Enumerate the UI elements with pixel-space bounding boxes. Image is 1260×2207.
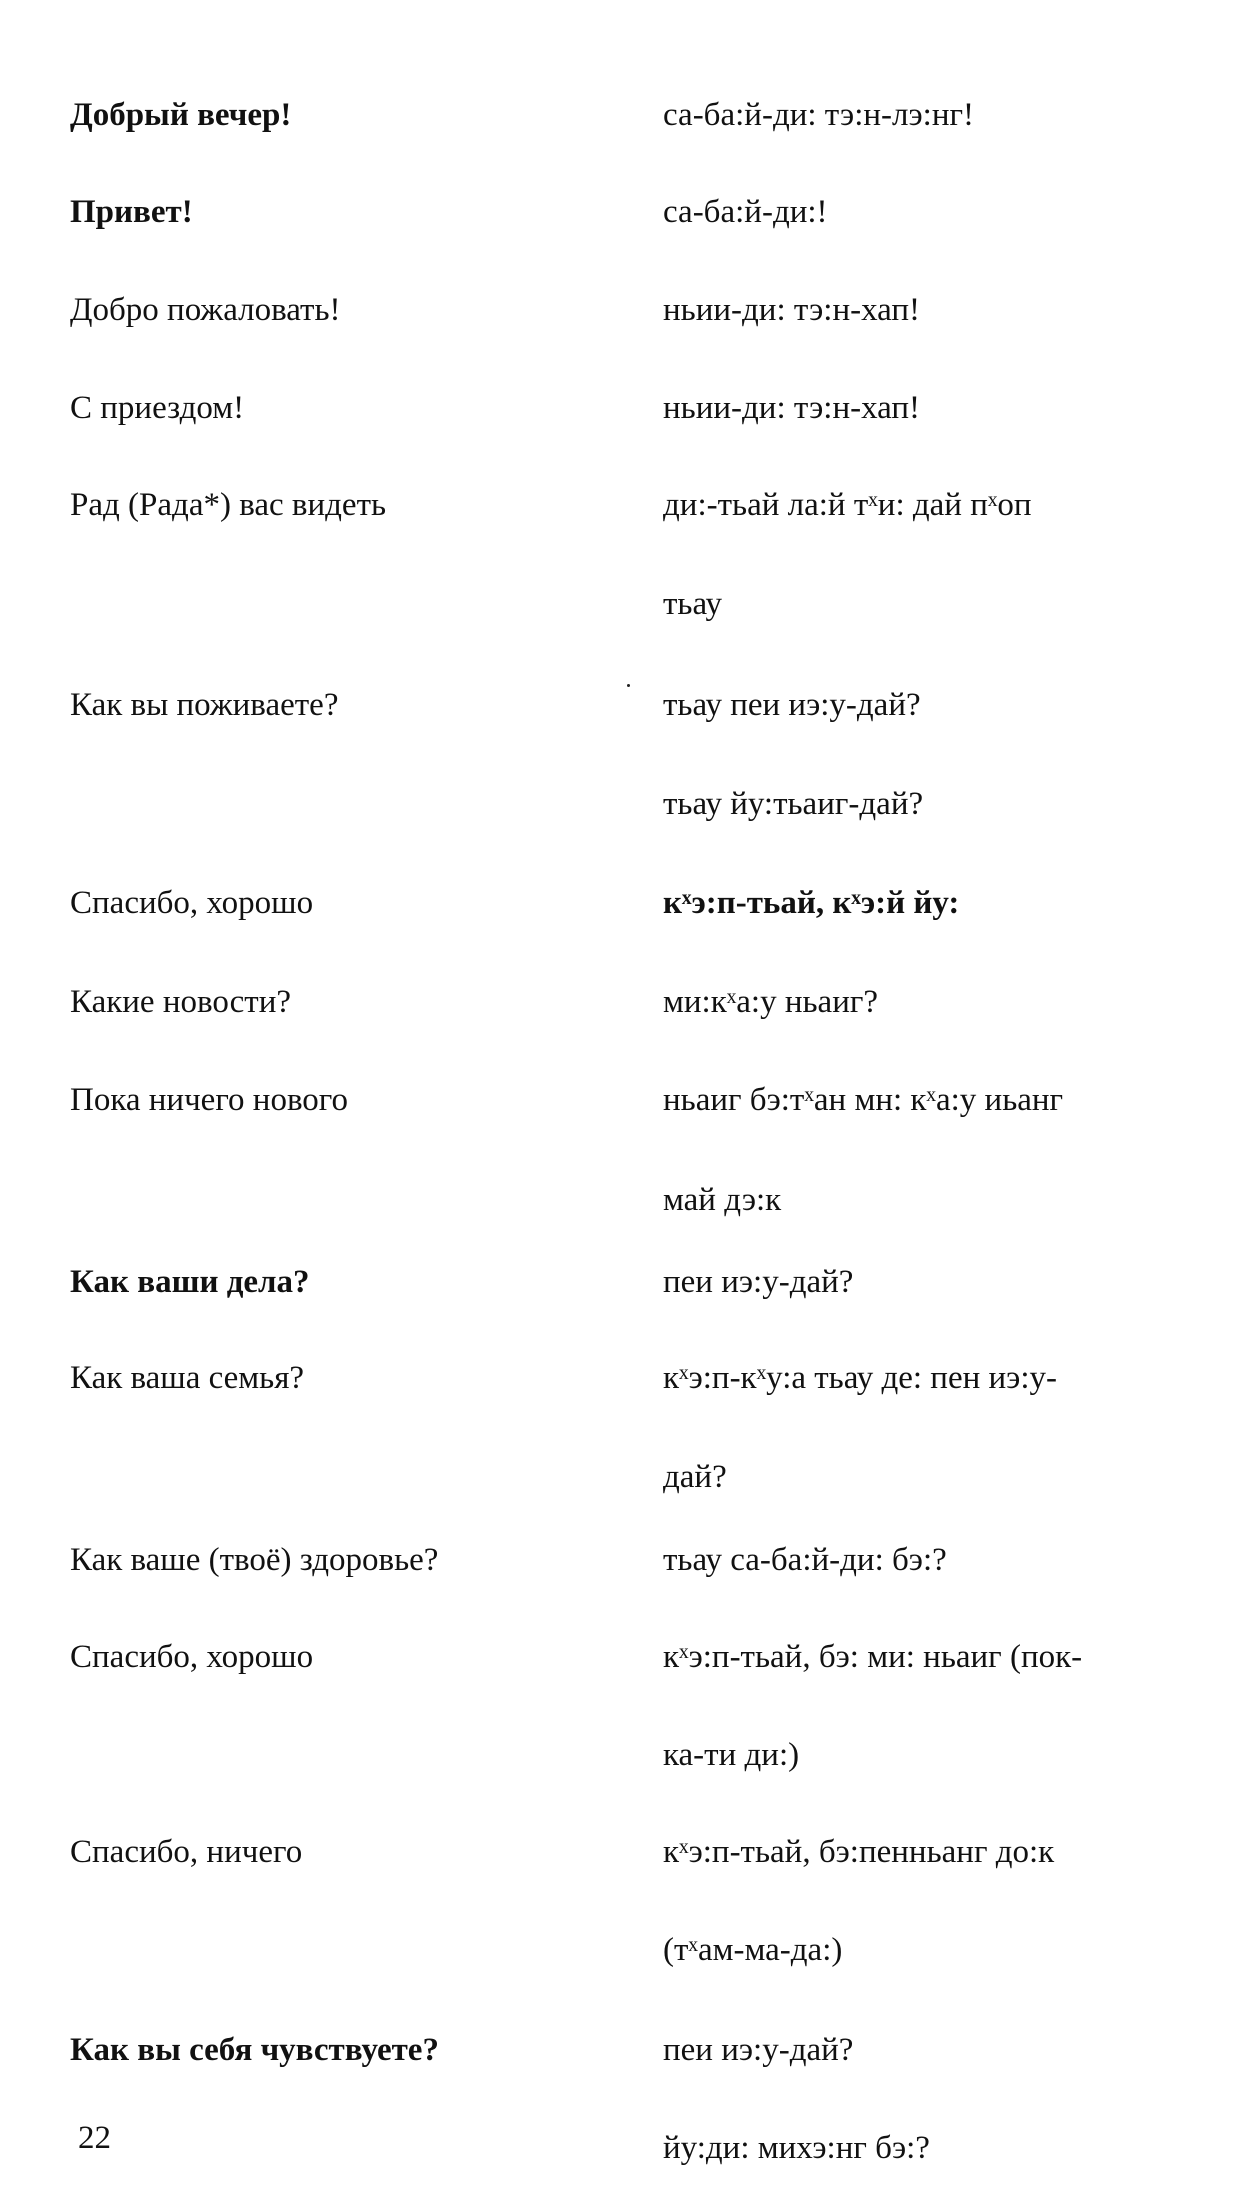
phrase-russian: Пока ничего нового	[70, 1082, 349, 1118]
phrase-russian: Добрый вечер!	[70, 97, 292, 133]
phrase-transliteration: кˣэ:п-тьай, кˣэ:й йу:	[663, 885, 960, 921]
phrase-transliteration: кˣэ:п-тьай, бэ: ми: ньаиг (пок-	[663, 1639, 1083, 1675]
phrase-transliteration: май дэ:к	[663, 1182, 782, 1218]
phrase-transliteration: тьау	[663, 586, 722, 622]
page-number: 22	[78, 2120, 111, 2156]
phrase-transliteration: йу:ди: михэ:нг бэ:?	[663, 2130, 930, 2166]
phrase-transliteration: ди:-тьай ла:й тˣи: дай пˣоп	[663, 487, 1032, 523]
phrase-russian: Как ваше (твоё) здоровье?	[70, 1542, 439, 1578]
phrase-transliteration: дай?	[663, 1459, 727, 1495]
phrase-transliteration: ка-ти ди:)	[663, 1737, 800, 1773]
phrase-russian: Как вы поживаете?	[70, 687, 339, 723]
phrase-transliteration: кˣэ:п-тьай, бэ:пенньанг до:к	[663, 1834, 1055, 1870]
phrase-transliteration: тьау пеи иэ:у-дай?	[663, 687, 921, 723]
phrase-transliteration: тьау йу:тьаиг-дай?	[663, 786, 924, 822]
phrase-transliteration: ньаиг бэ:тˣан мн: кˣа:у иьанг	[663, 1082, 1064, 1118]
phrase-transliteration: ньии-ди: тэ:н-хап!	[663, 390, 921, 426]
phrase-russian: Как вы себя чувствуете?	[70, 2032, 439, 2068]
phrase-russian: Добро пожаловать!	[70, 292, 341, 328]
phrase-transliteration: пеи иэ:у-дай?	[663, 2032, 854, 2068]
phrase-transliteration: кˣэ:п-кˣу:а тьау де: пен иэ:у-	[663, 1360, 1058, 1396]
phrase-russian: Привет!	[70, 194, 193, 230]
phrase-russian: Спасибо, хорошо	[70, 885, 314, 921]
phrase-transliteration: (тˣам-ма-да:)	[663, 1932, 843, 1968]
phrase-transliteration: тьау са-ба:й-ди: бэ:?	[663, 1542, 947, 1578]
phrase-russian: Рад (Рада*) вас видеть	[70, 487, 387, 523]
phrase-russian: Какие новости?	[70, 984, 292, 1020]
phrase-transliteration: са-ба:й-ди: тэ:н-лэ:нг!	[663, 97, 975, 133]
phrase-transliteration: пеи иэ:у-дай?	[663, 1264, 854, 1300]
phrase-russian: С приездом!	[70, 390, 245, 426]
phrase-russian: Как ваши дела?	[70, 1264, 310, 1300]
print-speck	[627, 684, 630, 687]
phrase-russian: Спасибо, хорошо	[70, 1639, 314, 1675]
phrase-transliteration: са-ба:й-ди:!	[663, 194, 828, 230]
phrase-transliteration: ньии-ди: тэ:н-хап!	[663, 292, 921, 328]
phrase-russian: Как ваша семья?	[70, 1360, 305, 1396]
phrase-russian: Спасибо, ничего	[70, 1834, 303, 1870]
phrase-transliteration: ми:кˣа:у ньаиг?	[663, 984, 879, 1020]
